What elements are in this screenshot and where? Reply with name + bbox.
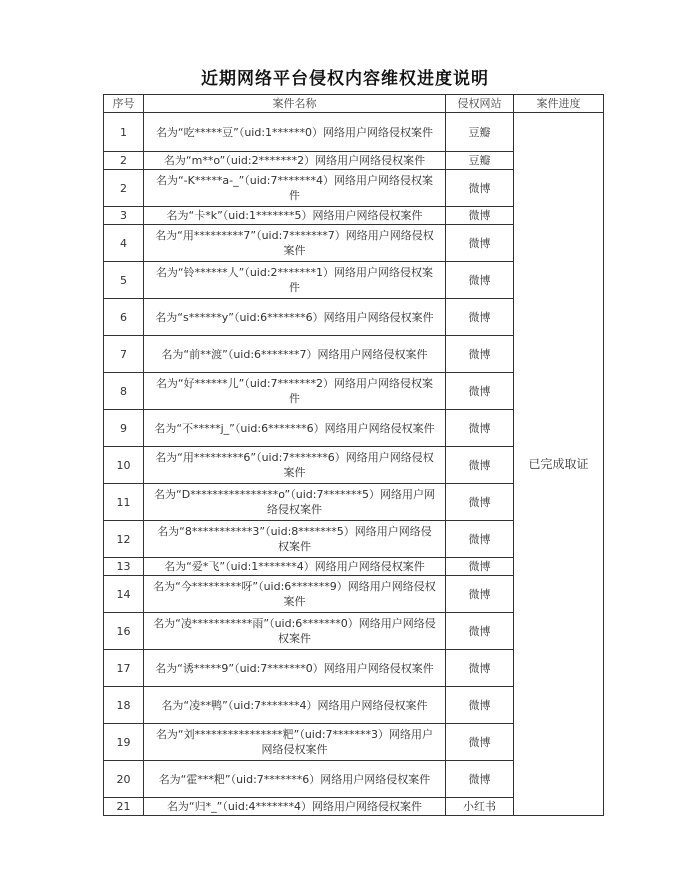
case-name: 名为“爱*飞”（uid:1*******4）网络用户网络侵权案件	[144, 558, 446, 576]
case-index: 1	[104, 113, 144, 152]
infringing-site: 微博	[446, 299, 514, 336]
case-index: 11	[104, 484, 144, 521]
case-index: 10	[104, 447, 144, 484]
infringing-site: 微博	[446, 207, 514, 225]
case-index: 14	[104, 576, 144, 613]
infringing-site: 微博	[446, 410, 514, 447]
infringing-site: 微博	[446, 613, 514, 650]
infringing-site: 微博	[446, 650, 514, 687]
infringing-site: 微博	[446, 373, 514, 410]
infringing-site: 微博	[446, 687, 514, 724]
case-index: 21	[104, 798, 144, 816]
case-name: 名为“用*********6”（uid:7*******6）网络用户网络侵权案件	[144, 447, 446, 484]
case-index: 12	[104, 521, 144, 558]
case-name: 名为“用*********7”（uid:7*******7）网络用户网络侵权案件	[144, 225, 446, 262]
infringing-site: 微博	[446, 724, 514, 761]
infringing-site: 微博	[446, 447, 514, 484]
case-name: 名为“不*****j_”（uid:6*******6）网络用户网络侵权案件	[144, 410, 446, 447]
header-site: 侵权网站	[446, 95, 514, 113]
case-name: 名为“今*********呀”（uid:6*******9）网络用户网络侵权案件	[144, 576, 446, 613]
infringing-site: 微博	[446, 170, 514, 207]
case-index: 17	[104, 650, 144, 687]
case-name: 名为“霍***粑”（uid:7*******6）网络用户网络侵权案件	[144, 761, 446, 798]
infringing-site: 微博	[446, 336, 514, 373]
case-index: 5	[104, 262, 144, 299]
case-progress: 已完成取证	[514, 113, 604, 816]
case-name: 名为“归*_”（uid:4*******4）网络用户网络侵权案件	[144, 798, 446, 816]
case-index: 16	[104, 613, 144, 650]
header-progress: 案件进度	[514, 95, 604, 113]
case-name: 名为“前**渡”（uid:6*******7）网络用户网络侵权案件	[144, 336, 446, 373]
case-index: 2	[104, 170, 144, 207]
case-index: 4	[104, 225, 144, 262]
case-index: 20	[104, 761, 144, 798]
case-name: 名为“凌***********雨”（uid:6*******0）网络用户网络侵权案件	[144, 613, 446, 650]
case-index: 9	[104, 410, 144, 447]
case-table	[103, 94, 604, 816]
case-name: 名为“m**o”（uid:2*******2）网络用户网络侵权案件	[144, 152, 446, 170]
case-name: 名为“凌**鸭”（uid:7*******4）网络用户网络侵权案件	[144, 687, 446, 724]
case-name: 名为“好******儿”（uid:7*******2）网络用户网络侵权案件	[144, 373, 446, 410]
case-index: 2	[104, 152, 144, 170]
case-name: 名为“刘****************粑”（uid:7*******3）网络用户网络侵权案件	[144, 724, 446, 761]
case-name: 名为“诱*****9”（uid:7*******0）网络用户网络侵权案件	[144, 650, 446, 687]
case-index: 19	[104, 724, 144, 761]
infringing-site: 微博	[446, 225, 514, 262]
infringing-site: 微博	[446, 521, 514, 558]
table-body	[104, 113, 604, 816]
infringing-site: 微博	[446, 558, 514, 576]
infringing-site: 微博	[446, 761, 514, 798]
case-name: 名为“s******y”（uid:6*******6）网络用户网络侵权案件	[144, 299, 446, 336]
header-index: 序号	[104, 95, 144, 113]
case-name: 名为“铃******人”（uid:2*******1）网络用户网络侵权案件	[144, 262, 446, 299]
case-index: 6	[104, 299, 144, 336]
case-name: 名为“吃*****豆”（uid:1******0）网络用户网络侵权案件	[144, 113, 446, 152]
case-index: 3	[104, 207, 144, 225]
case-name: 名为“D****************o”（uid:7*******5）网络用户网络侵权案件	[144, 484, 446, 521]
infringing-site: 豆瓣	[446, 113, 514, 152]
case-name: 名为“-K*****a-_”（uid:7*******4）网络用户网络侵权案件	[144, 170, 446, 207]
table-row	[104, 113, 604, 152]
case-index: 13	[104, 558, 144, 576]
header-case-name: 案件名称	[144, 95, 446, 113]
case-name: 名为“8***********3”（uid:8*******5）网络用户网络侵权案件	[144, 521, 446, 558]
infringing-site: 豆瓣	[446, 152, 514, 170]
infringing-site: 小红书	[446, 798, 514, 816]
infringing-site: 微博	[446, 576, 514, 613]
infringing-site: 微博	[446, 484, 514, 521]
infringing-site: 微博	[446, 262, 514, 299]
case-name: 名为“卡*k”（uid:1*******5）网络用户网络侵权案件	[144, 207, 446, 225]
page-title: 近期网络平台侵权内容维权进度说明	[201, 69, 489, 89]
case-index: 8	[104, 373, 144, 410]
case-index: 7	[104, 336, 144, 373]
table-header-row	[104, 95, 604, 113]
case-index: 18	[104, 687, 144, 724]
